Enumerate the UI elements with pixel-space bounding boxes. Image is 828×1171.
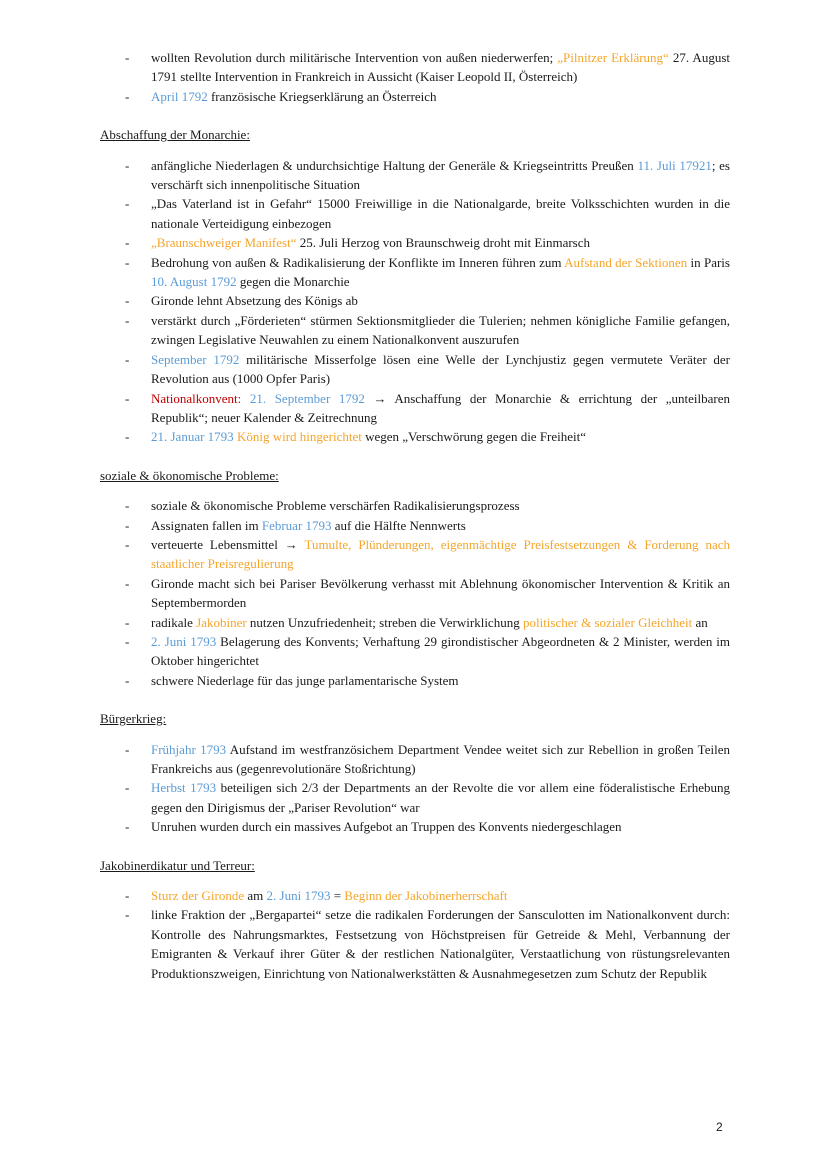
highlight-orange: Sturz der Gironde xyxy=(151,888,245,904)
text-run: am xyxy=(244,888,267,904)
list-item xyxy=(100,905,730,983)
text-run: Unruhen wurden durch ein massives Aufgebot an Truppen des Konvents niedergeschlagen xyxy=(151,819,622,835)
text-run: anfängliche Niederlagen & undurchsichtige Haltung der Generäle & Kriegseintritts Preußen xyxy=(151,157,638,173)
list-item xyxy=(100,740,730,779)
section-list-soziale-probleme xyxy=(100,496,730,690)
text-run: „Das Vaterland ist in Gefahr“ 15000 Freiwillige in die Nationalgarde, breite Volksschichten wurden in die nationale Verteidigung einbezogen xyxy=(151,196,730,231)
highlight-orange: politischer & sozialer Gleichheit xyxy=(522,614,693,630)
text-run: Bedrohung von außen & Radikalisierung der Konflikte im Inneren führen zum xyxy=(151,254,565,270)
list-item xyxy=(100,496,730,515)
highlight-blue: 21. September 1792 xyxy=(249,390,365,406)
list-item xyxy=(100,291,730,310)
highlight-red: Nationalkonvent: xyxy=(151,390,242,406)
highlight-blue: 11. Juli 17921 xyxy=(637,157,712,173)
highlight-orange: Tumulte, Plünderungen, eigenmächtige Preisfestsetzungen & Forderung nach staatlicher Preisregulierung xyxy=(151,536,730,572)
text-run: Belagerung des Konvents; Verhaftung 29 girondistischer Abgeordneten & 2 Minister, werden im Oktober hingerichtet xyxy=(151,633,730,669)
list-item xyxy=(100,886,730,905)
list-item xyxy=(100,194,730,233)
text-run: linke Fraktion der „Bergapartei“ setze die radikalen Forderungen der Sansculotten im Nationalkonvent durch: Kontrolle des Nahrungsmarktes, Festsetzung von Höchstpreisen für Getreide & Mehl, Verbannung der Emigranten & Verkauf ihrer Güter & der restlichen Nationalgüter, Verstaatlichung von rüstungsrelevanten Produktionszweigen, Einrichtung von Nationalwerkstätten & Ausnahmegesetzen zum Schutz der Republik xyxy=(151,907,730,981)
list-item xyxy=(100,613,730,632)
text-run: radikale xyxy=(151,614,197,630)
text-run: auf die Hälfte Nennwerts xyxy=(331,517,466,533)
text-run: verstärkt durch „Förderieten“ stürmen Sektionsmitglieder die Tulerien; nehmen königliche Familie gefangen, zwingen Legislative Neuwahlen zu einem Nationalkonvent auszurufen xyxy=(151,312,730,348)
text-run: Aufstand im westfranzösichem Department Vendee weitet sich zur Rebellion in großen Teilen Frankreichs aus (gegenrevolutionäre Stoßrichtung) xyxy=(151,741,730,776)
section-heading-jakobinerdiktatur: Jakobinerdikatur und Terreur: xyxy=(100,857,255,873)
text-run: französische Kriegserklärung an Österreich xyxy=(207,88,437,104)
highlight-blue: 21. Januar 1793 xyxy=(151,429,234,445)
highlight-blue: April 1792 xyxy=(151,88,208,104)
text-run: verteuerte Lebensmittel → xyxy=(151,536,305,552)
text-run: wegen „Verschwörung gegen die Freiheit“ xyxy=(361,429,587,445)
page-content xyxy=(100,48,730,983)
text-run: wollten Revolution durch militärische Intervention von außen niederwerfen; xyxy=(151,50,558,65)
section-list-jakobinerdiktatur xyxy=(100,886,730,983)
highlight-orange: „Braunschweiger Manifest“ xyxy=(151,235,297,251)
list-item xyxy=(100,427,730,446)
text-run: Assignaten fallen im xyxy=(151,517,262,533)
list-item xyxy=(100,389,730,428)
section-heading-buergerkrieg: Bürgerkrieg: xyxy=(100,711,167,727)
list-item xyxy=(100,253,730,292)
list-item xyxy=(100,233,730,252)
intro-list xyxy=(100,48,730,106)
highlight-orange: „Pilnitzer Erklärung“ xyxy=(557,50,669,65)
text-run: soziale & ökonomische Probleme verschärfen Radikalisierungsprozess xyxy=(151,498,520,514)
list-item xyxy=(100,671,730,690)
highlight-orange: Aufstand der Sektionen xyxy=(564,254,688,270)
section-list-buergerkrieg xyxy=(100,740,730,837)
text-run: 25. Juli Herzog von Braunschweig droht mit Einmarsch xyxy=(296,235,591,251)
section-heading-abschaffung: Abschaffung der Monarchie: xyxy=(100,127,250,143)
text-run: gegen die Monarchie xyxy=(236,274,350,290)
highlight-orange: König wird hingerichtet xyxy=(236,429,362,445)
list-item xyxy=(100,778,730,817)
section-list-abschaffung xyxy=(100,156,730,447)
text-run: 27. August 1791 stellte Intervention in Frankreich in Aussicht (Kaiser Leopold II, Österreich) xyxy=(151,50,730,85)
list-item xyxy=(100,350,730,389)
highlight-blue: 2. Juni 1793 xyxy=(151,633,217,649)
page-number: 2 xyxy=(716,1120,723,1134)
text-run: schwere Niederlage für das junge parlamentarische System xyxy=(151,672,459,688)
highlight-blue: Februar 1793 xyxy=(261,517,332,533)
text-run: an xyxy=(692,614,708,630)
highlight-blue: 2. Juni 1793 xyxy=(266,888,331,904)
text-run: = xyxy=(330,888,345,904)
text-run: nutzen Unzufriedenheit; streben die Verwirklichung xyxy=(246,614,523,630)
list-item xyxy=(100,632,730,671)
list-item xyxy=(100,516,730,535)
list-item xyxy=(100,817,730,836)
text-run xyxy=(241,391,250,406)
highlight-blue: 10. August 1792 xyxy=(151,274,237,290)
text-run: beteiligen sich 2/3 der Departments an der Revolte die vor allem eine föderalistische Erhebung gegen den Dirigismus der „Pariser Revolution“ war xyxy=(151,780,730,815)
list-item xyxy=(100,574,730,613)
highlight-blue: Frühjahr 1793 xyxy=(151,741,227,757)
highlight-orange: Beginn der Jakobinerherrschaft xyxy=(344,888,508,904)
text-run: ; es verschärft sich innenpolitische Situation xyxy=(151,157,730,193)
highlight-blue: Herbst 1793 xyxy=(151,780,217,796)
text-run: → Anschaffung der Monarchie & errichtung der „unteilbaren Republik“; neuer Kalender & Zeitrechnung xyxy=(151,390,731,425)
text-run: in Paris xyxy=(687,254,730,270)
highlight-orange: Jakobiner xyxy=(196,614,247,630)
list-item xyxy=(100,48,730,87)
list-item xyxy=(100,156,730,195)
text-run: Gironde macht sich bei Pariser Bevölkerung verhasst mit Ablehnung ökonomischer Intervention & Kritik an Septembermorden xyxy=(151,575,730,611)
section-heading-soziale-probleme: soziale & ökonomische Probleme: xyxy=(100,467,279,483)
list-item xyxy=(100,87,730,106)
text-run: militärische Misserfolge lösen eine Welle der Lynchjustiz gegen vermutete Veräter der Revolution aus (1000 Opfer Paris) xyxy=(151,351,731,387)
list-item xyxy=(100,535,730,574)
highlight-blue: September 1792 xyxy=(151,351,240,367)
list-item xyxy=(100,311,730,350)
text-run: Gironde lehnt Absetzung des Königs ab xyxy=(151,293,358,309)
